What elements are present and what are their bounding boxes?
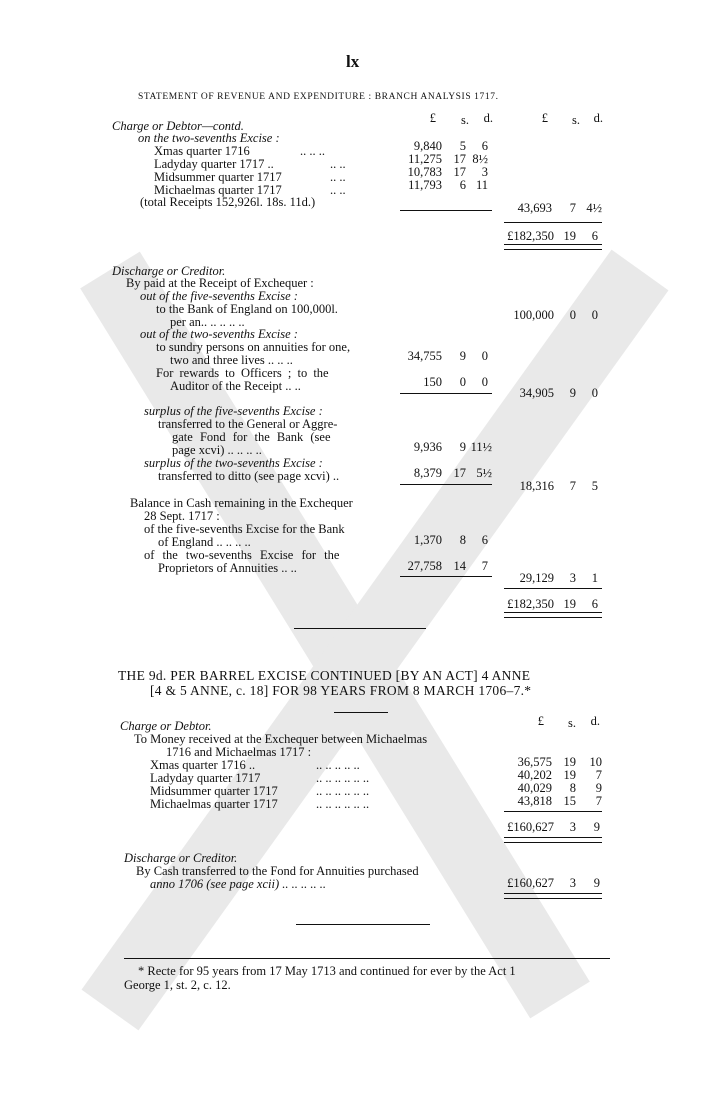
grand-total-pounds: £182,350	[507, 229, 554, 243]
balance-line-1: Balance in Cash remaining in the Exchequer	[130, 496, 353, 510]
grand-total-pence: 6	[591, 229, 598, 243]
total-double-rule	[504, 893, 602, 899]
section-divider	[294, 628, 426, 629]
amount-pence: 6	[481, 139, 488, 153]
leader-dots: .. ..	[330, 183, 346, 197]
balance-two-pounds: 27,758	[407, 559, 442, 573]
surplus-five-pounds: 9,936	[413, 440, 442, 454]
surplus-total-pence: 5	[591, 479, 598, 493]
leader-dots: .. .. .. .. .. ..	[316, 797, 370, 811]
amount-shillings: 17	[453, 152, 466, 166]
balance-total-pence: 1	[591, 571, 598, 585]
amount-pence: 9	[595, 781, 602, 795]
quarter-label: Michaelmas quarter 1717	[150, 797, 278, 811]
balance-two-line-1: of the two-sevenths Excise for the	[144, 548, 340, 562]
surplus-two-shillings: 17	[453, 466, 466, 480]
surplus-five-line-2: gate Fond for the Bank (see	[172, 430, 331, 444]
subtotal-rule	[400, 210, 492, 211]
surplus-two-pence: 5½	[476, 466, 492, 480]
total-pence: 9	[593, 820, 600, 834]
balance-five-line-1: of the five-sevenths Excise for the Bank	[144, 522, 345, 536]
header-pound: £	[429, 111, 436, 125]
leader-dots: .. .. .. .. .. ..	[316, 771, 370, 785]
quarter-label: Midsummer quarter 1717	[150, 784, 278, 798]
paid-line: By paid at the Receipt of Exchequer :	[126, 276, 314, 290]
surplus-five-pence: 11½	[470, 440, 492, 454]
cash-shillings: 3	[569, 876, 576, 890]
quarter-label: Ladyday quarter 1717 ..	[154, 157, 274, 171]
discharge-heading: Discharge or Creditor.	[112, 264, 226, 278]
total-receipts-note: (total Receipts 152,926l. 18s. 11d.)	[140, 195, 316, 209]
amount-pence: 11	[475, 178, 488, 192]
balance-line-2: 28 Sept. 1717 :	[144, 509, 220, 523]
grand-total-shillings: 19	[563, 597, 576, 611]
amount-shillings: 19	[563, 755, 576, 769]
footnote-line-1: * Recte for 95 years from 17 May 1713 and continued for ever by the Act 1	[138, 964, 516, 978]
quarter-label: Xmas quarter 1716	[154, 144, 250, 158]
subtotal-rule	[400, 393, 492, 394]
bank-line-2: per an.. .. .. .. ..	[170, 315, 245, 329]
surplus-total-pounds: 18,316	[519, 479, 554, 493]
surplus-five-line-1: transferred to the General or Aggre-	[158, 417, 338, 431]
amount-pounds: 40,029	[517, 781, 552, 795]
annuities-pence: 0	[481, 349, 488, 363]
total-shillings: 3	[569, 820, 576, 834]
leader-dots: .. ..	[330, 157, 346, 171]
amount-shillings: 5	[459, 139, 466, 153]
excise-heading-line-2: [4 & 5 ANNE, c. 18] FOR 98 YEARS FROM 8 MARCH 1706–7.*	[150, 683, 532, 698]
annuities-shillings: 9	[459, 349, 466, 363]
surplus-five-line-3: page xcvi) .. .. .. ..	[172, 443, 262, 457]
total-rule	[504, 222, 602, 223]
money-line-1: To Money received at the Exchequer between Michaelmas	[134, 732, 428, 746]
rewards-line-1: For rewards to Officers ; to the	[156, 366, 329, 380]
total-double-rule	[504, 837, 602, 843]
amount-shillings: 6	[459, 178, 466, 192]
balance-two-pence: 7	[481, 559, 488, 573]
subtotal-shillings: 7	[569, 201, 576, 215]
header-penny: d.	[483, 111, 493, 125]
rewards-line-2: Auditor of the Receipt .. ..	[170, 379, 301, 393]
grand-total-pounds: £182,350	[507, 597, 554, 611]
two-sevenths-subheading: on the two-sevenths Excise :	[138, 131, 280, 145]
leader-dots: .. .. .. .. ..	[316, 758, 360, 772]
cash-pounds: £160,627	[507, 876, 554, 890]
cash-pence: 9	[593, 876, 600, 890]
balance-total-pounds: 29,129	[519, 571, 554, 585]
surplus-two-line: transferred to ditto (see page xcvi) ..	[158, 469, 340, 483]
amount-pounds: 11,275	[408, 152, 442, 166]
section-divider	[296, 924, 430, 925]
page-number: lx	[346, 52, 360, 71]
header-penny: d.	[590, 714, 600, 728]
balance-two-line-2: Proprietors of Annuities .. ..	[158, 561, 297, 575]
amount-shillings: 17	[453, 165, 466, 179]
grand-total-double-rule	[504, 244, 602, 250]
annuities-line-2: two and three lives .. .. ..	[170, 353, 293, 367]
quarter-label: Xmas quarter 1716 ..	[150, 758, 256, 772]
surplus-total-shillings: 7	[569, 479, 576, 493]
quarter-label: Michaelmas quarter 1717	[154, 183, 282, 197]
header-penny-2: d.	[593, 111, 603, 125]
rewards-pounds: 150	[423, 375, 442, 389]
leader-dots: .. ..	[330, 170, 346, 184]
footnote-rule	[124, 958, 610, 959]
leader-dots: .. .. ..	[300, 144, 325, 158]
amount-pence: 3	[481, 165, 488, 179]
header-pound-2: £	[541, 111, 548, 125]
amount-shillings: 19	[563, 768, 576, 782]
balance-five-shillings: 8	[459, 533, 466, 547]
amount-pounds: 10,783	[407, 165, 442, 179]
two-sevenths-heading: out of the two-sevenths Excise :	[140, 327, 298, 341]
surplus-five-heading: surplus of the five-sevenths Excise :	[144, 404, 323, 418]
two-sevenths-total-pounds: 34,905	[519, 386, 554, 400]
quarter-label: Ladyday quarter 1717	[150, 771, 261, 785]
surplus-two-heading: surplus of the two-sevenths Excise :	[144, 456, 323, 470]
two-sevenths-total-shillings: 9	[569, 386, 576, 400]
leader-dots: .. .. .. .. .. ..	[316, 784, 370, 798]
grand-total-pence: 6	[591, 597, 598, 611]
balance-five-pence: 6	[481, 533, 488, 547]
statement-title: STATEMENT OF REVENUE AND EXPENDITURE : BRANCH ANALYSIS 1717.	[138, 92, 499, 102]
annuities-pounds: 34,755	[407, 349, 442, 363]
rewards-pence: 0	[481, 375, 488, 389]
total-rule	[504, 588, 602, 589]
amount-pounds: 9,840	[413, 139, 442, 153]
surplus-two-pounds: 8,379	[413, 466, 442, 480]
balance-two-shillings: 14	[453, 559, 466, 573]
subtotal-pence: 4½	[586, 201, 602, 215]
header-pound: £	[537, 714, 544, 728]
balance-five-pounds: 1,370	[413, 533, 442, 547]
grand-total-double-rule	[504, 612, 602, 618]
amount-pence: 7	[595, 794, 602, 808]
amount-pounds: 11,793	[408, 178, 442, 192]
total-rule	[504, 811, 602, 812]
balance-total-shillings: 3	[569, 571, 576, 585]
bank-line-1: to the Bank of England on 100,000l.	[156, 302, 338, 316]
bank-pence: 0	[591, 308, 598, 322]
subtotal-pounds: 43,693	[517, 201, 552, 215]
heading-rule	[334, 712, 388, 713]
annuities-line-1: to sundry persons on annuities for one,	[156, 340, 351, 354]
grand-total-shillings: 19	[563, 229, 576, 243]
total-pounds: £160,627	[507, 820, 554, 834]
balance-five-line-2: of England .. .. .. ..	[158, 535, 251, 549]
charge-heading: Charge or Debtor.	[120, 719, 212, 733]
bank-pounds: 100,000	[513, 308, 554, 322]
header-shilling: s.	[568, 716, 576, 730]
quarter-label: Midsummer quarter 1717	[154, 170, 282, 184]
bank-shillings: 0	[569, 308, 576, 322]
header-shilling: s.	[461, 113, 469, 127]
cash-line-2: anno 1706 (see page xcii) .. .. .. .. ..	[150, 877, 327, 891]
surplus-five-shillings: 9	[459, 440, 466, 454]
rewards-shillings: 0	[459, 375, 466, 389]
amount-shillings: 8	[569, 781, 576, 795]
amount-pence: 8½	[472, 152, 488, 166]
money-line-2: 1716 and Michaelmas 1717 :	[166, 745, 312, 759]
subtotal-rule	[400, 576, 492, 577]
footnote-line-2: George 1, st. 2, c. 12.	[124, 978, 231, 992]
header-shilling-2: s.	[572, 113, 580, 127]
amount-pence: 10	[589, 755, 602, 769]
amount-pence: 7	[595, 768, 602, 782]
amount-pounds: 40,202	[517, 768, 552, 782]
amount-pounds: 43,818	[517, 794, 552, 808]
amount-shillings: 15	[563, 794, 576, 808]
excise-heading-line-1: THE 9d. PER BARREL EXCISE CONTINUED [BY AN ACT] 4 ANNE	[118, 668, 531, 683]
cash-line-1: By Cash transferred to the Fond for Annuities purchased	[136, 864, 419, 878]
two-sevenths-total-pence: 0	[591, 386, 598, 400]
subtotal-rule	[400, 484, 492, 485]
five-sevenths-heading: out of the five-sevenths Excise :	[140, 289, 298, 303]
charge-heading: Charge or Debtor—contd.	[112, 119, 244, 133]
discharge-heading: Discharge or Creditor.	[124, 851, 238, 865]
amount-pounds: 36,575	[517, 755, 552, 769]
